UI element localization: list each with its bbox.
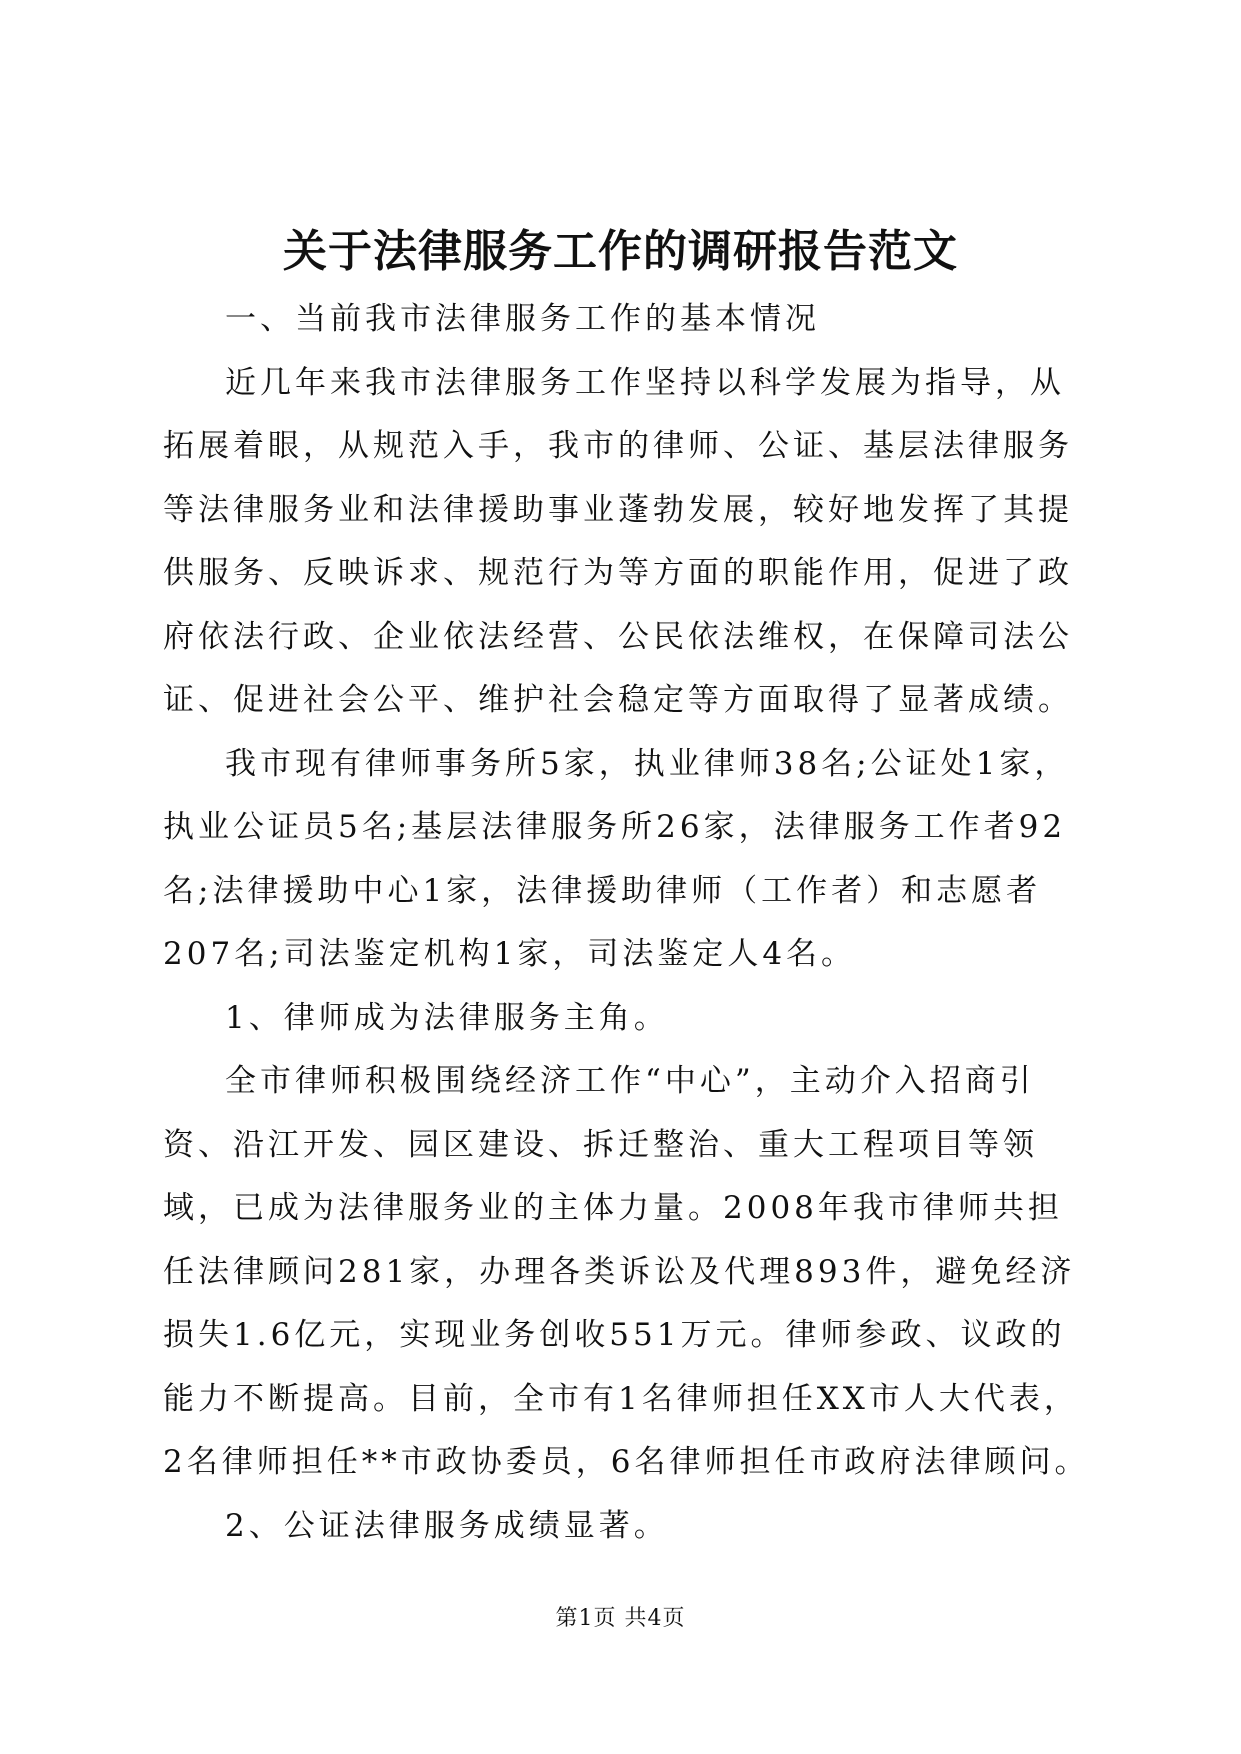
document-title: 关于法律服务工作的调研报告范文	[283, 226, 958, 277]
page-number: 第1页 共4页	[555, 1606, 686, 1631]
subheading-lawyers: 1、律师成为法律服务主角。	[225, 999, 669, 1036]
subheading-notary: 2、公证法律服务成绩显著。	[225, 1507, 669, 1544]
paragraph-statistics: 我市现有律师事务所5家，执业律师38名;公证处1家，执业公证员5名;基层法律服务所26家，法律服务工作者92名;法律援助中心1家，法律援助律师（工作者）和志愿者207名;司法鉴定机构1家，司法鉴定人4名。	[163, 745, 1070, 972]
document-body	[163, 288, 1093, 1558]
section-heading: 一、当前我市法律服务工作的基本情况	[225, 301, 820, 337]
paragraph-lawyers: 全市律师积极围绕经济工作“中心”，主动介入招商引资、沿江开发、园区建设、拆迁整治、重大工程项目等领域，已成为法律服务业的主体力量。2008年我市律师共担任法律顾问281家，办理各类诉讼及代理893件，避免经济损失1.6亿元，实现业务创收551万元。律师参政、议政的能力不断提高。目前，全市有1名律师担任XX市人大代表，2名律师担任**市政协委员，6名律师担任市政府法律顾问。	[163, 1063, 1090, 1480]
paragraph-overview: 近几年来我市法律服务工作坚持以科学发展为指导，从拓展着眼，从规范入手，我市的律师、公证、基层法律服务等法律服务业和法律援助事业蓬勃发展，较好地发挥了其提供服务、反映诉求、规范行为等方面的职能作用，促进了政府依法行政、企业依法经营、公民依法维权，在保障司法公证、促进社会公平、维护社会稳定等方面取得了显著成绩。	[163, 364, 1073, 718]
